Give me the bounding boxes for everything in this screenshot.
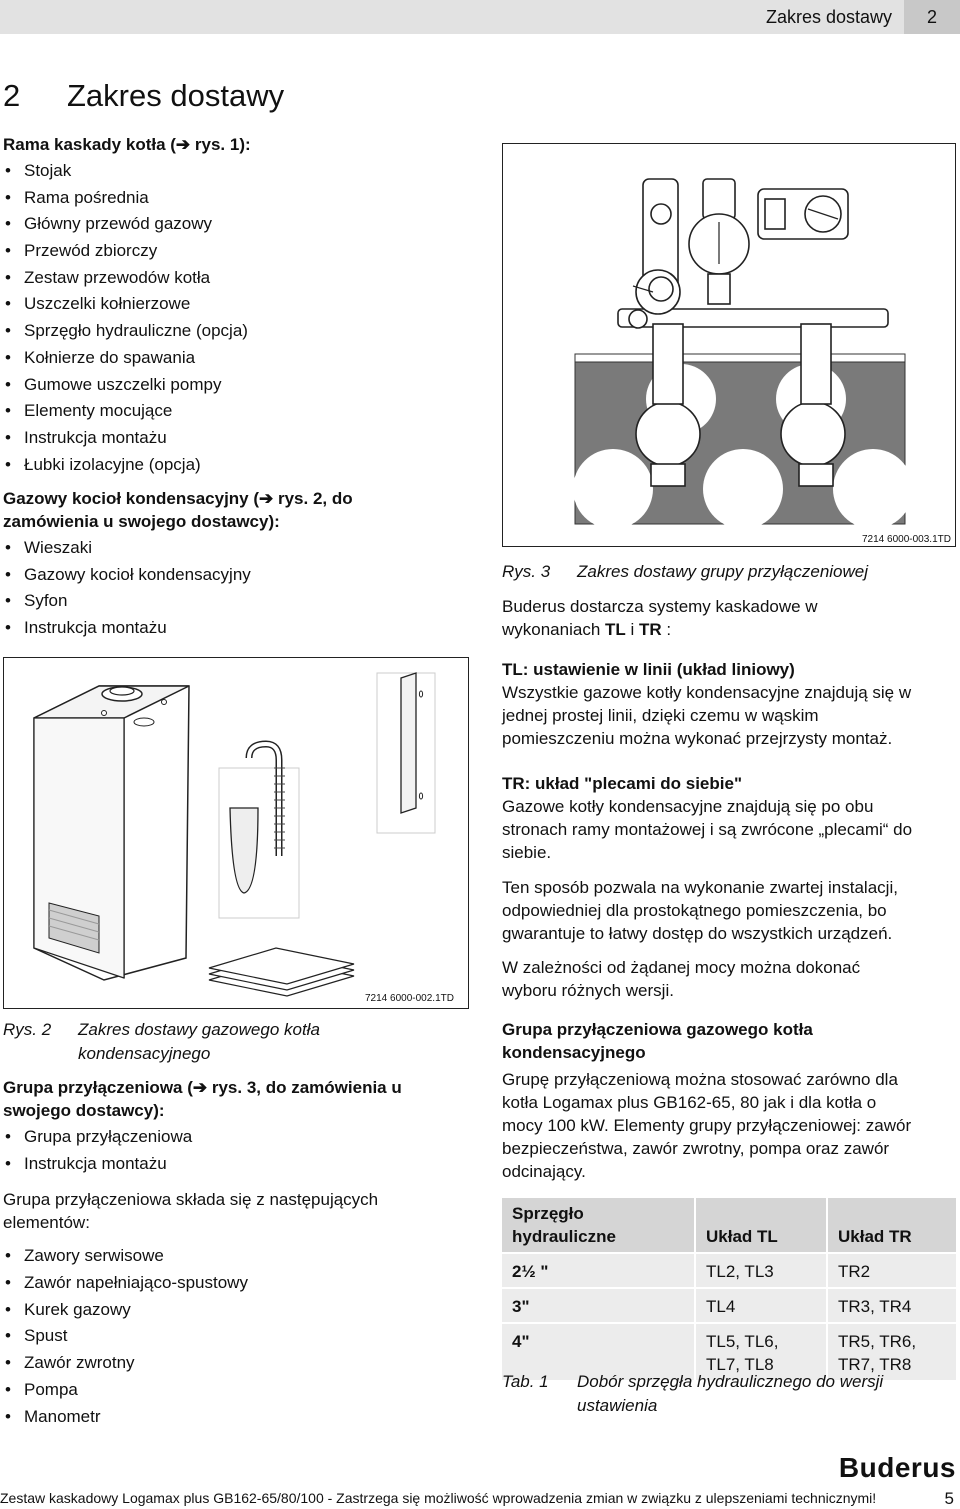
connection-group-illustration xyxy=(503,144,954,545)
list-item: • Zawór zwrotny xyxy=(3,1351,473,1378)
tr-more-line: odpowiedniej dla prostokątnego pomieszczenia, bo xyxy=(502,901,887,920)
tr-more-line: Ten sposób pozwala na wykonanie zwartej instalacji, xyxy=(502,878,898,897)
group-info-line: kotła Logamax plus GB162-65, 80 jak i dla kotła o xyxy=(502,1093,877,1112)
group-para-line1: Grupa przyłączeniowa składa się z następujących xyxy=(3,1190,379,1210)
figure-3-label: Rys. 3 xyxy=(502,562,551,581)
list-item: • Elementy mocujące xyxy=(3,399,473,426)
figure-2-caption-line2: kondensacyjnego xyxy=(78,1044,211,1063)
list-item: • Przewód zbiorczy xyxy=(3,239,473,266)
figure-2-caption xyxy=(3,1018,473,1066)
group-info-heading-line1: Grupa przyłączeniowa gazowego kotła xyxy=(502,1020,813,1039)
figure-2-caption-line1: Zakres dostawy gazowego kotła xyxy=(78,1020,320,1039)
figure-3-connection-group xyxy=(502,143,956,547)
intro-paragraph xyxy=(502,595,954,641)
list-item: • Kurek gazowy xyxy=(3,1298,473,1325)
group-items-list xyxy=(3,1125,473,1178)
figure-2-code: 7214 6000-002.1TD xyxy=(365,993,454,1004)
table-caption-line1: Dobór sprzęgła hydraulicznego do wersji xyxy=(577,1372,884,1391)
list-item: • Rama pośrednia xyxy=(3,186,473,213)
intro-colon: : xyxy=(661,620,672,639)
tr-line: siebie. xyxy=(502,843,552,862)
table-cell-coupling: 4" xyxy=(502,1323,695,1380)
section-title: Zakres dostawy xyxy=(67,78,285,113)
group-info-block xyxy=(502,1018,954,1183)
table-cell-tl: TL5, TL6, TL7, TL8 xyxy=(695,1323,827,1380)
table-header-coupling: Sprzęgło hydrauliczne xyxy=(502,1198,695,1253)
frame-items-list xyxy=(3,159,473,479)
table-cell-coupling: 2½ " xyxy=(502,1253,695,1288)
table-cell-tl: TL4 xyxy=(695,1288,827,1323)
section-number: 2 xyxy=(3,78,21,113)
group-info-line: bezpieczeństwa, zawór zwrotny, pompa oraz zawór xyxy=(502,1139,890,1158)
list-item: • Zestaw przewodów kotła xyxy=(3,266,473,293)
group-info-heading-line2: kondensacyjnego xyxy=(502,1043,646,1062)
group-info-line: Grupę przyłączeniową można stosować zarówno dla xyxy=(502,1070,898,1089)
list-item: • Spust xyxy=(3,1324,473,1351)
group-heading-line1: Grupa przyłączeniowa (➔ rys. 3, do zamówienia u xyxy=(3,1078,402,1097)
tr-more-block xyxy=(502,876,954,945)
boiler-heading-line2: zamówienia u swojego dostawcy): xyxy=(3,512,280,531)
list-item: • Gumowe uszczelki pompy xyxy=(3,373,473,400)
list-item: • Zawory serwisowe xyxy=(3,1244,473,1271)
tl-line: jednej prostej linii, dzięki czemu w wąskim xyxy=(502,706,819,725)
intro-and: i xyxy=(625,620,640,639)
power-line: wyboru różnych wersji. xyxy=(502,981,674,1000)
tl-line: pomieszczeniu można wykonać przejrzysty montaż. xyxy=(502,729,893,748)
frame-scope-block xyxy=(3,133,473,479)
list-item: • Uszczelki kołnierzowe xyxy=(3,292,473,319)
table-cell-tr: TR2 xyxy=(827,1253,956,1288)
list-item: • Gazowy kocioł kondensacyjny xyxy=(3,563,473,590)
list-item: • Pompa xyxy=(3,1378,473,1405)
group-info-line: odcinający. xyxy=(502,1162,586,1181)
intro-tr: TR xyxy=(639,620,662,639)
group-heading-line2: swojego dostawcy): xyxy=(3,1101,165,1120)
table-cell-coupling: 3" xyxy=(502,1288,695,1323)
list-item: • Instrukcja montażu xyxy=(3,616,473,643)
intro-text: wykonaniach xyxy=(502,620,606,639)
figure-2-label: Rys. 2 xyxy=(3,1020,52,1039)
boiler-heading-line1: Gazowy kocioł kondensacyjny (➔ rys. 2, do xyxy=(3,489,353,508)
tr-block xyxy=(502,772,954,864)
tr-heading: TR: układ "plecami do siebie" xyxy=(502,774,743,793)
table-row xyxy=(502,1253,956,1288)
power-block xyxy=(502,956,954,1002)
table-row xyxy=(502,1288,956,1323)
boiler-illustration xyxy=(4,658,467,1007)
list-item: • Instrukcja montażu xyxy=(3,1152,473,1179)
tl-line: Wszystkie gazowe kotły kondensacyjne znajdują się w xyxy=(502,683,912,702)
table-cell-tl: TL2, TL3 xyxy=(695,1253,827,1288)
power-line: W zależności od żądanej mocy można dokonać xyxy=(502,958,861,977)
list-item: • Sprzęgło hydrauliczne (opcja) xyxy=(3,319,473,346)
list-item: • Instrukcja montażu xyxy=(3,426,473,453)
table-header-tl: Układ TL xyxy=(695,1198,827,1253)
figure-2-boiler xyxy=(3,657,469,1009)
frame-heading: Rama kaskady kotła (➔ rys. 1): xyxy=(3,135,251,154)
table-caption-line2: ustawienia xyxy=(577,1396,658,1415)
table-cell-tr: TR5, TR6, TR7, TR8 xyxy=(827,1323,956,1380)
tr-line: Gazowe kotły kondensacyjne znajdują się po obu xyxy=(502,797,874,816)
header-title: Zakres dostawy xyxy=(765,7,892,27)
list-item: • Grupa przyłączeniowa xyxy=(3,1125,473,1152)
group-scope-block xyxy=(3,1076,473,1431)
group-para-line2: elementów: xyxy=(3,1213,90,1233)
element-items-list xyxy=(3,1244,473,1431)
list-item: • Główny przewód gazowy xyxy=(3,212,473,239)
footer-text: Zestaw kaskadowy Logamax plus GB162-65/80/100 - Zastrzega się możliwość wprowadzenia zmian w związku z ulepszeniami technicznymi! xyxy=(0,1490,877,1506)
intro-tl: TL xyxy=(605,620,626,639)
list-item: • Stojak xyxy=(3,159,473,186)
page-header xyxy=(0,0,960,34)
figure-3-caption xyxy=(502,560,956,584)
table-header-row xyxy=(502,1198,956,1253)
boiler-items-list xyxy=(3,536,473,643)
boiler-scope-block xyxy=(3,487,473,643)
page-number: 5 xyxy=(944,1489,954,1508)
intro-line2 xyxy=(502,618,954,641)
table-header-tr: Układ TR xyxy=(827,1198,956,1253)
section-heading xyxy=(3,78,284,114)
table-label: Tab. 1 xyxy=(502,1372,549,1391)
header-chapter-number: 2 xyxy=(904,0,960,34)
tr-more-line: gwarantuje to łatwy dostęp do wszystkich urządzeń. xyxy=(502,924,893,943)
table-caption xyxy=(502,1370,956,1418)
intro-line1: Buderus dostarcza systemy kaskadowe w xyxy=(502,597,818,616)
brand-logo: Buderus xyxy=(838,1452,956,1483)
list-item: • Syfon xyxy=(3,589,473,616)
table-cell-tr: TR3, TR4 xyxy=(827,1288,956,1323)
figure-3-caption-text: Zakres dostawy grupy przyłączeniowej xyxy=(577,562,869,581)
list-item: • Łubki izolacyjne (opcja) xyxy=(3,453,473,480)
coupling-table xyxy=(502,1198,956,1380)
list-item: • Kołnierze do spawania xyxy=(3,346,473,373)
list-item: • Zawór napełniająco-spustowy xyxy=(3,1271,473,1298)
tr-line: stronach ramy montażowej i są zwrócone „plecami“ do xyxy=(502,820,913,839)
list-item: • Manometr xyxy=(3,1405,473,1432)
list-item: • Wieszaki xyxy=(3,536,473,563)
group-info-line: mocy 100 kW. Elementy grupy przyłączeniowej: zawór xyxy=(502,1116,912,1135)
figure-3-code: 7214 6000-003.1TD xyxy=(862,534,951,545)
tl-heading: TL: ustawienie w linii (układ liniowy) xyxy=(502,660,795,679)
tl-block xyxy=(502,658,954,750)
